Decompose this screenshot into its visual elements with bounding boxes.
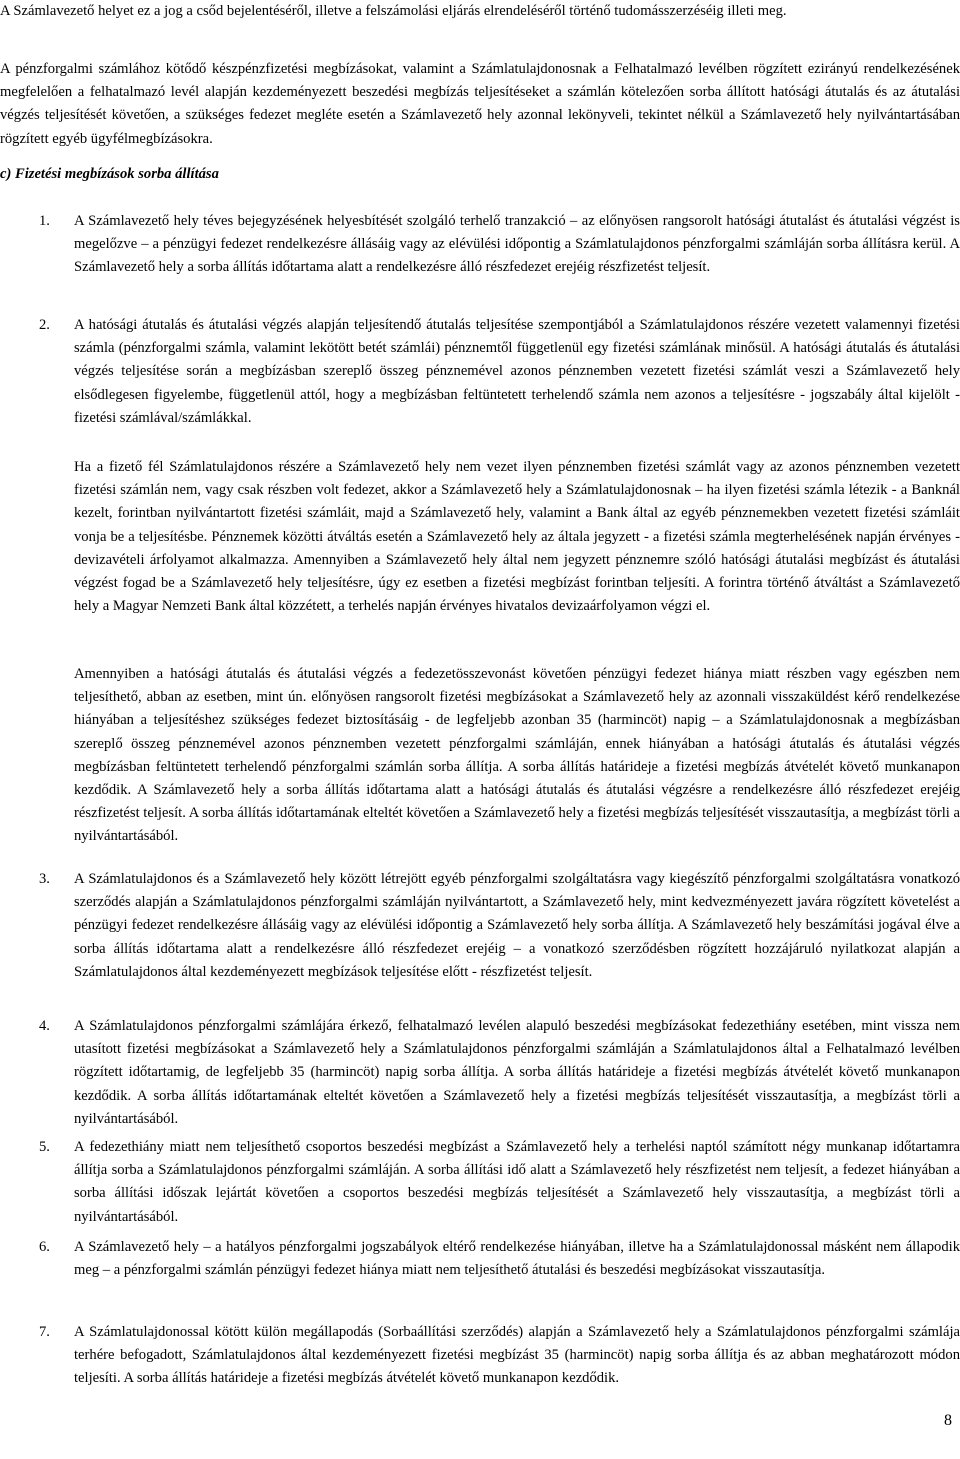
list-item-paragraph: Amennyiben a hatósági átutalás és átutalási végzés a fedezetösszevonást követően pénzügyi fedezet hiánya miatt részben vagy egészben nem teljesíthető, abban az esetben, mint ún. előnyösen rangsorolt fizetési megbízásokat a Számlavezető hely az azonnali visszaküldést kérő rendelkezése hiányában a teljesítéshez szükséges fedezet biztosításáig - de legfeljebb azonban 35 (harmincöt) napig – a Számlatulajdonosnak a megbízásban szereplő összeg pénznemével azonos pénznemben vezetett pénzforgalmi számláján, ennek hiányában a hatósági átutalás és átutalási végzés megbízásban feltüntetett terhelendő pénzforgalmi számlán sorba állítja. A sorba állítás határideje a fizetési megbízás átvételét követő munkanapon kezdődik. A Számlavezető hely a sorba állítás időtartama alatt a hatósági átutalás és átutalási végzésre a rendelkezésre álló részfedezet erejéig részfizetést teljesít. A sorba állítás időtartamának elteltét követően a Számlavezető hely a fizetési megbízás teljesítését visszautasítja, a megbízást törli a nyilvántartásából.: [74, 666, 960, 845]
intro-paragraph-1: A Számlavezető helyet ez a jog a csőd bejelentéséről, illetve a felszámolási eljárás elrendeléséről történő tudomásszerzéséig illeti meg.: [0, 3, 787, 19]
list-item-paragraph: A Számlavezető hely – a hatályos pénzforgalmi jogszabályok eltérő rendelkezése hiányában, illetve ha a Számlatulajdonossal másként nem állapodik meg – a pénzforgalmi számlán pénzügyi fedezet hiánya miatt nem teljesíthető átutalási és beszedési megbízásokat visszautasítja.: [74, 1239, 960, 1279]
list-item: [0, 210, 960, 280]
list-item-paragraph: A Számlavezető hely téves bejegyzésének helyesbítését szolgáló terhelő tranzakció – az előnyösen rangsorolt hatósági átutalást és átutalási végzést is megelőzve – a pénzügyi fedezet rendelkezésre állásáig vagy az elévülési időpontig a Számlatulajdonos pénzforgalmi számláján sorba állításra kerül. A Számlavezető hely a sorba állítás időtartama alatt a rendelkezésre álló részfedezet erejéig részfizetést teljesít.: [74, 213, 960, 276]
list-item-number: 2.: [39, 317, 50, 333]
list-item-paragraph: A Számlatulajdonos és a Számlavezető hely között létrejött egyéb pénzforgalmi szolgáltatásra vagy kiegészítő pénzforgalmi szolgáltatásra vonatkozó szerződés alapján a Számlatulajdonos pénzforgalmi számláján nyilvántartott, a Számlavezető hely, mint kedvezményezett javára rögzített követelést a pénzügyi fedezet rendelkezésre állásáig vagy az elévülési időpontig a Számlavezető hely sorba állítja. A Számlavezető hely beszámítási jogával élve a sorba állítás időtartama alatt a rendelkezésre álló részfedezet erejéig – a vonatkozó szerződésben rögzített hozzájáruló nyilatkozat alapján a Számlatulajdonos által kezdeményezett megbízások teljesítése előtt - részfizetést teljesít.: [74, 871, 960, 980]
list-item-paragraph: A hatósági átutalás és átutalási végzés alapján teljesítendő átutalás teljesítése szempontjából a Számlatulajdonos részére vezetett valamennyi fizetési számla (pénzforgalmi számla, valamint lekötött betét számlái) pénznemtől függetlenül egy fizetési számlának minősül. A hatósági átutalás és átutalási végzés teljesítése során a megbízásban szereplő összeg pénznemével azonos pénznemben vezetett fizetési számlát veszi a Számlavezető hely elsődlegesen figyelembe, függetlenül attól, hogy a megbízásban feltüntetett terhelendő számla nem azonos a teljesítésre - jogszabály által kijelölt - fizetési számlával/számlákkal.: [74, 317, 960, 426]
list-item-number: 3.: [39, 871, 50, 887]
list-item: [0, 1321, 960, 1391]
list-item-body: [74, 314, 960, 430]
page-number: 8: [944, 1412, 952, 1429]
list-item-number: 4.: [39, 1018, 50, 1034]
list-item-number: 7.: [39, 1324, 50, 1340]
list-item-body: [74, 1015, 960, 1131]
list-item-paragraph: A Számlatulajdonos pénzforgalmi számlájára érkező, felhatalmazó levélen alapuló beszedési megbízásokat fedezethiány esetében, mint vissza nem utasított fizetési megbízásokat a Számlavezető hely a Számlatulajdonos pénzforgalmi számláján a Számlatulajdonos által a Felhatalmazó levélben rögzített időtartamig, de legfeljebb 35 (harmincöt) napig sorba állítja. A sorba állítás határideje a fizetési megbízás átvételét követő munkanapon kezdődik. A sorba állítás időtartamának elteltét követően a Számlavezető hely a fizetési megbízás teljesítését visszautasítja, a megbízást törli a nyilvántartásából.: [74, 1018, 960, 1127]
list-item: [0, 314, 960, 430]
section-heading: c) Fizetési megbízások sorba állítása: [0, 166, 219, 182]
list-item-body: [74, 1321, 960, 1391]
list-item-paragraph: Ha a fizető fél Számlatulajdonos részére a Számlavezető hely nem vezet ilyen pénznemben fizetési számlát vagy az azonos pénznemben vezetett fizetési számlán nem, vagy csak részben volt fedezet, akkor a Számlavezető hely a Számlatulajdonosnak – ha ilyen fizetési számla létezik - a Banknál kezelt, forintban nyilvántartott fizetési számláit, majd a Számlavezető hely, valamint a Bank által az egyéb pénznemekben vezetett fizetési számláit vonja be a teljesítésbe. Pénznemek közötti átváltás esetén a Számlavezető hely az általa jegyzett - a fizetési számla megterhelésének napján érvényes - devizavételi árfolyamot alkalmazza. Amennyiben a Számlavezető hely által nem jegyzett pénznemre szóló hatósági átutalási megbízást és átutalási végzést fogad be a Számlavezető hely teljesítésre, úgy ez esetben a fizetési megbízást forintban teljesíti. A forintra történő átváltást a Számlavezető hely a Magyar Nemzeti Bank által közzétett, a terhelés napján érvényes hivatalos devizaárfolyamon végzi el.: [74, 459, 960, 615]
list-item: [0, 1136, 960, 1229]
list-item-body: [74, 1136, 960, 1229]
list-item: [0, 1236, 960, 1282]
list-item-paragraph: A Számlatulajdonossal kötött külön megállapodás (Sorbaállítási szerződés) alapján a Számlavezető hely a Számlatulajdonos pénzforgalmi számlája terhére befogadott, Számlatulajdonos által kezdeményezett fizetési megbízást 35 (harmincöt) napig sorba állítja és az abban meghatározott módon teljesíti. A sorba állítás határideje a fizetési megbízás átvételét követő munkanapon kezdődik.: [74, 1324, 960, 1387]
list-item: [0, 868, 960, 984]
list-item-number: 5.: [39, 1139, 50, 1155]
list-item-paragraph: A fedezethiány miatt nem teljesíthető csoportos beszedési megbízást a Számlavezető hely a terhelési naptól számított négy munkanap időtartamra állítja sorba a Számlatulajdonos pénzforgalmi számláján. A sorba állítási idő alatt a Számlavezető hely részfizetést nem teljesít, a fedezet hiányában a sorba állítási időszak lejártát követően a csoportos beszedési megbízás teljesítését a Számlavezető hely visszautasítja, a megbízást törli a nyilvántartásából.: [74, 1139, 960, 1225]
list-item-number: 1.: [39, 213, 50, 229]
list-item-body: [74, 210, 960, 280]
list-item-body: [74, 1236, 960, 1282]
list-item: [0, 1015, 960, 1131]
list-item-body: [74, 868, 960, 984]
list-item-number: 6.: [39, 1239, 50, 1255]
intro-paragraph-2: A pénzforgalmi számlához kötődő készpénzfizetési megbízásokat, valamint a Számlatulajdonosnak a Felhatalmazó levélben rögzített ezirányú rendelkezésének megfelelően a felhatalmazó levél alapján kezdeményezett beszedési megbízás teljesítéseket a számlán kötelezően sorba állított hatósági átutalás és az átutalási végzés teljesítését követően, a szükséges fedezet megléte esetén a Számlavezető hely azonnal lekönyveli, tekintet nélkül a Számlavezető hely nyilvántartásában rögzített egyéb ügyfélmegbízásokra.: [0, 61, 960, 147]
